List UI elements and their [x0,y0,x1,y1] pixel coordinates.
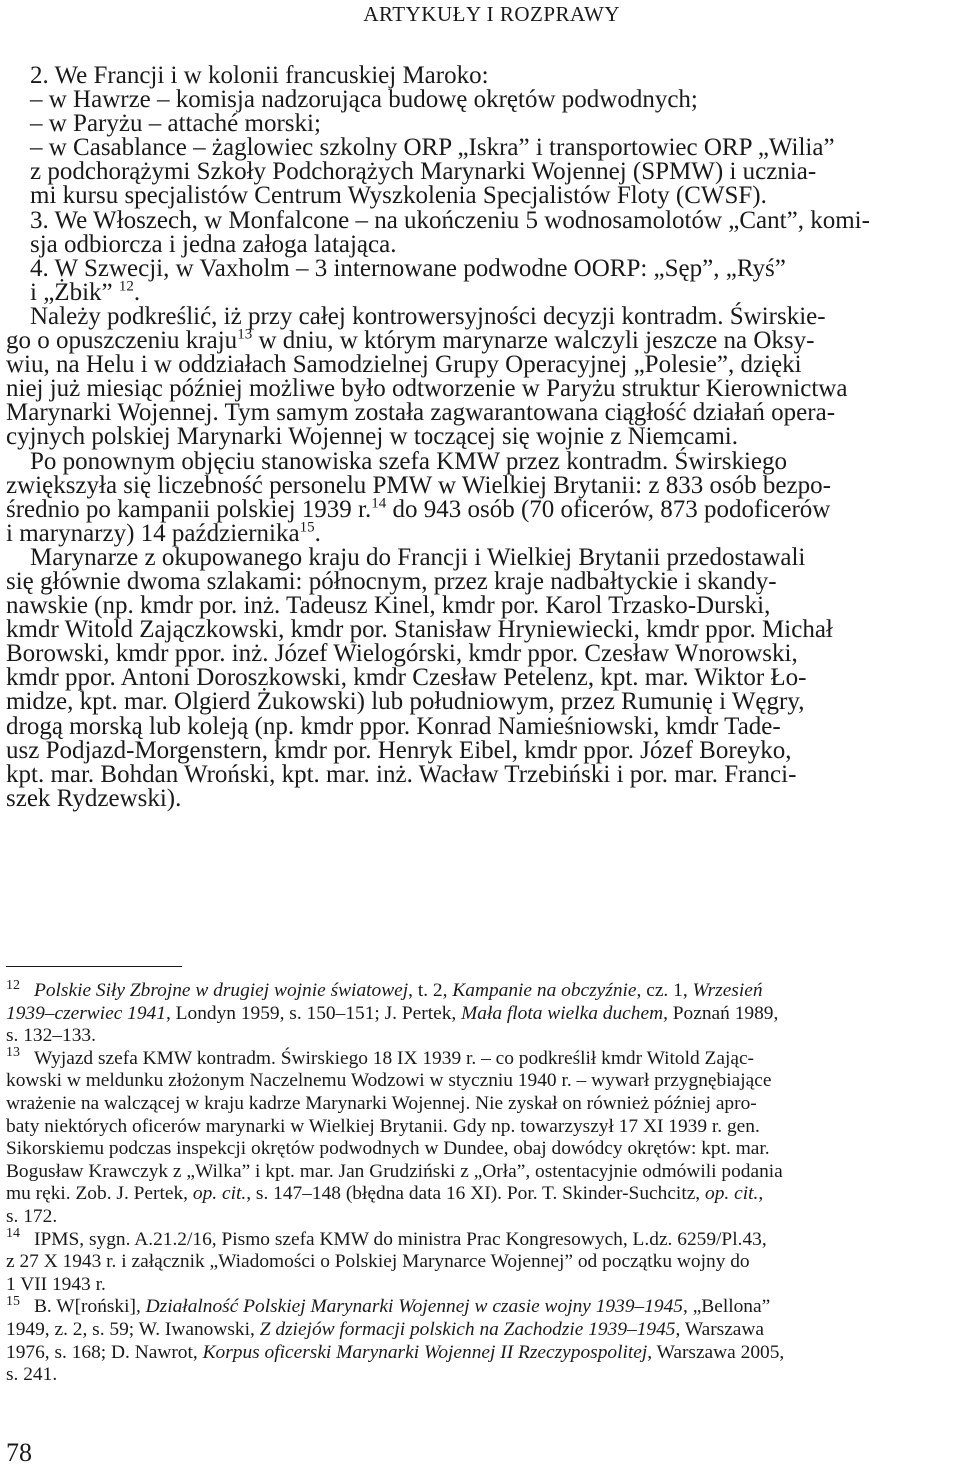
footnote-14 [6,1226,956,1297]
para-line [6,495,954,523]
list-item-france [6,64,954,209]
text-run: Działalność Polskiej Marynarki Wojennej w czasie wojny 1939–1945 [145,1296,683,1318]
text-run: Korpus oficerski Marynarki Wojennej II Rzeczypospolitej [202,1341,648,1363]
footnote-line [6,1183,956,1206]
footnote-line [6,1045,956,1071]
paragraph [6,543,954,812]
list-line: 3. We Włoszech, w Monfalcone – na ukończeniu 5 wodnosamolotów „Cant”, komi- [30,206,870,234]
text-run: , t. 2, [408,980,453,1001]
paragraph [6,447,954,547]
para-line: midze, kpt. mar. Olgierd Żukowski) lub południowym, przez Rumunię i Węgry, [6,688,805,716]
text-run: do 943 osób (70 oficerów, 873 podoficerów [386,495,831,523]
footnote-line [6,1342,956,1365]
para-line: kmdr ppor. Antoni Doroszkowski, kmdr Czesław Petelenz, kpt. mar. Wiktor Ło- [6,664,807,692]
text-run: IPMS, sygn. A.21.2/16, Pismo szefa KMW do ministra Prac Kongresowych, L.dz. 6259/Pl.43, [34,1228,767,1250]
para-line: Marynarki Wojennej. Tym samym została zagwarantowana ciągłość działań opera- [6,399,836,427]
para-line: Należy podkreślić, iż przy całej kontrowersyjności decyzji kontradm. Świrskie- [30,302,826,330]
sub-item-cont: mi kursu specjalistów Centrum Wyszkolenia Specjalistów Floty (CWSF). [30,182,767,210]
text-run: 1939–czerwiec 1941 [6,1002,166,1024]
footnote-15 [6,1293,956,1386]
footnote-line: s. 172. [6,1205,58,1227]
page-number: 78 [6,1438,32,1467]
list-item-italy [6,206,954,258]
text-run: 1949, z. 2, s. 59; W. Iwanowski, [6,1318,260,1340]
footnote-line: baty niektórych oficerów marynarki w Wielkiej Brytanii. Gdy np. towarzyszył 17 XI 1939 r. gen. [6,1115,760,1137]
para-line: zwiększyła się liczebność personelu PMW w Wielkiej Brytanii: z 833 osób bezpo- [6,471,831,499]
text-run: , Warszawa 2005, [647,1341,785,1363]
para-line: kmdr Witold Zajączkowski, kmdr por. Stanisław Hryniewiecki, kmdr ppor. Michał [6,616,833,644]
para-line: cyjnych polskiej Marynarki Wojennej w toczącej się wojnie z Niemcami. [6,423,739,451]
footnotes [6,977,956,1387]
para-line: drogą morską lub koleją (np. kmdr ppor. Konrad Namieśniowski, kmdr Tade- [6,712,781,740]
list-item-sweden [6,254,954,306]
text-run: , s. 147–148 (błędna data 16 XI). Por. T. Skinder-Suchcitz, [246,1183,706,1205]
text-run: op. cit. [705,1183,759,1205]
footnote-line: z 27 X 1943 r. i załącznik „Wiadomości o Polskiej Marynarce Wojennej” od początku wojny do [6,1251,750,1273]
text-run: , Londyn 1959, s. 150–151; J. Pertek, [165,1002,462,1024]
text-run: , [758,1183,764,1205]
footnote-line: wrażenie na walczącej w kraju kadrze Marynarki Wojennej. Nie zyskał on również później apro- [6,1092,757,1114]
para-line: Borowski, kmdr ppor. inż. Józef Wielogórski, kmdr ppor. Czesław Wnorowski, [6,640,798,668]
footnote-line [6,1293,956,1319]
text-run: 1976, s. 168; D. Nawrot, [6,1341,203,1363]
footnote-line: s. 241. [6,1364,58,1386]
text-run: Kampanie na obczyźnie [452,980,637,1001]
sub-item: – w Casablance – żaglowiec szkolny ORP „Iskra” i transportowiec ORP „Wilia” [30,134,835,162]
paragraph [6,302,954,451]
text-run: Wyjazd szefa KMW kontradm. Świrskiego 18 IX 1939 r. – co podkreślił kmdr Witold Zając- [34,1047,755,1069]
para-line: wiu, na Helu i w oddziałach Samodzielnej Grupy Operacyjnej „Polesie”, dzięki [6,351,802,379]
footnote-ref: 15 [299,519,315,536]
para-line: się głównie dwoma szlakami: północnym, przez kraje nadbałtyckie i skandy- [6,567,777,595]
footnote-divider [6,966,182,967]
text-run: Wrzesień [692,980,763,1001]
text-run: i marynarzy) 14 października [6,519,300,547]
list-line [6,278,954,306]
sub-item: – w Hawrze – komisja nadzorująca budowę okrętów podwodnych; [30,86,698,114]
text-run: , Poznań 1989, [663,1002,779,1024]
footnote-number: 14 [6,1226,20,1242]
running-header: ARTYKUŁY I ROZPRAWY [363,2,620,26]
list-line: 4. W Szwecji, w Vaxholm – 3 internowane podwodne OORP: „Sęp”, „Ryś” [30,254,786,282]
footnote-line: s. 132–133. [6,1025,96,1047]
para-line [6,326,954,355]
footnote-ref: 14 [371,495,387,512]
text-run: , cz. 1, [636,980,693,1001]
footnote-line [6,1226,956,1252]
text-run: Mała flota wielka duchem [461,1002,664,1024]
list-intro: 2. We Francji i w kolonii francuskiej Maroko: [30,62,489,89]
list-line: sja odbiorcza i jedna załoga latająca. [30,230,397,258]
text-run: mu ręki. Zob. J. Pertek, [6,1183,193,1205]
sub-item-cont: z podchorążymi Szkoły Podchorążych Marynarki Wojennej (SPMW) i ucznia- [30,158,817,186]
footnote-line [6,1003,956,1026]
footnote-number: 13 [6,1045,20,1061]
para-line: nawskie (np. kmdr por. inż. Tadeusz Kinel, kmdr por. Karol Trzasko-Durski, [6,592,771,620]
text-run: średnio po kampanii polskiej 1939 r. [6,495,372,523]
para-line: niej już miesiąc później możliwe było odtworzenie w Paryżu struktur Kierownictwa [6,375,848,403]
footnote-number: 15 [6,1293,20,1309]
para-line [6,519,954,547]
footnote-line: Bogusław Krawczyk z „Wilka” i kpt. mar. Jan Grudziński z „Orła”, ostentacyjnie odmówili podania [6,1160,783,1182]
footnote-line [6,1319,956,1342]
text-run: go o opuszczeniu kraju [6,327,238,355]
para-line: Po ponownym objęciu stanowiska szefa KMW przez kontradm. Świrskiego [30,447,788,475]
text-run: Polskie Siły Zbrojne w drugiej wojnie światowej [34,980,409,1001]
footnote-line [6,977,956,1003]
text-run: Z dziejów formacji polskich na Zachodzie 1939–1945 [259,1318,676,1340]
text-run: op. cit. [192,1183,247,1205]
sub-item: – w Paryżu – attaché morski; [30,110,321,138]
para-line: kpt. mar. Bohdan Wroński, kpt. mar. inż. Wacław Trzebiński i por. mar. Franci- [6,760,797,788]
footnote-12 [6,977,956,1048]
text-run: i „Żbik” [30,278,113,306]
text-run: . [314,519,321,547]
footnote-13 [6,1045,956,1229]
para-line: Marynarze z okupowanego kraju do Francji i Wielkiej Brytanii przedostawali [30,543,806,571]
para-line: szek Rydzewski). [6,784,182,812]
footnote-line: Sikorskiemu podczas inspekcji okrętów podwodnych w Dundee, obaj dowódcy okrętów: kpt. mar. [6,1138,770,1160]
main-text [6,64,954,811]
text-run: . [133,278,141,306]
footnote-number: 12 [6,977,20,993]
footnote-line: kowski w meldunku złożonym Naczelnemu Wodzowi w styczniu 1940 r. – wywarł przygnębiające [6,1070,772,1092]
para-line: usz Podjazd-Morgenstern, kmdr por. Henryk Eibel, kmdr ppor. Józef Boreyko, [6,736,792,764]
footnote-ref: 13 [237,326,253,343]
footnote-line: 1 VII 1943 r. [6,1273,106,1295]
text-run: B. W[roński], [34,1296,146,1318]
text-run: w dniu, w którym marynarze walczyli jeszcze na Oksy- [252,327,815,355]
text-run: , „Bellona” [683,1296,771,1318]
footnote-ref: 12 [118,278,134,295]
text-run: , Warszawa [675,1318,765,1340]
